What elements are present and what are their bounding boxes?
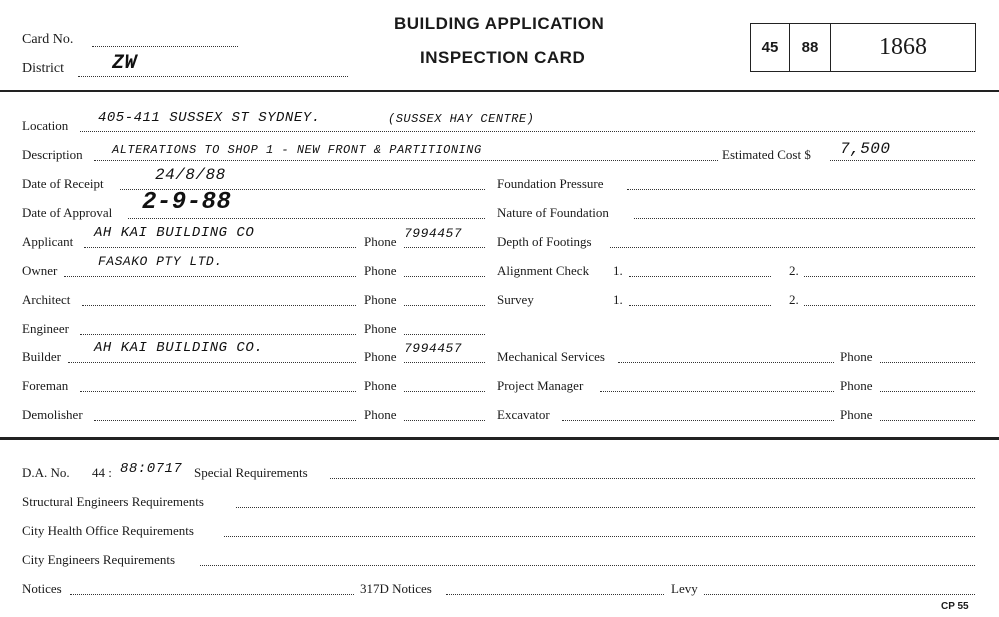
builder-label: Builder — [22, 349, 61, 364]
demolisher-line — [94, 420, 356, 421]
architect-label: Architect — [22, 292, 71, 307]
special-req-line — [330, 478, 975, 479]
date-receipt-value: 24/8/88 — [155, 166, 226, 184]
location-label: Location — [22, 118, 69, 133]
mechanical-line — [618, 362, 834, 363]
owner-value: FASAKO PTY LTD. — [98, 254, 223, 269]
demolisher-phone-label: Phone — [364, 407, 397, 422]
applicant-phone-label: Phone — [364, 234, 397, 249]
engineer-line — [80, 334, 356, 335]
owner-line — [64, 276, 356, 277]
depth-footings-label: Depth of Footings — [497, 234, 592, 249]
owner-phone-label: Phone — [364, 263, 397, 278]
applicant-phone-value: 7994457 — [404, 226, 463, 241]
builder-line — [68, 362, 356, 363]
form-code: CP 55 — [941, 601, 969, 612]
foreman-label: Foreman — [22, 378, 69, 393]
project-manager-phone-label: Phone — [840, 378, 873, 393]
applicant-phone-line — [404, 247, 485, 248]
survey-line-1 — [629, 305, 771, 306]
engineer-label: Engineer — [22, 321, 69, 336]
notices-317d-line — [446, 594, 664, 595]
survey-line-2 — [804, 305, 975, 306]
estimated-cost-line — [830, 160, 975, 161]
nature-foundation-line — [634, 218, 975, 219]
card-no-line — [92, 46, 238, 47]
owner-label: Owner — [22, 263, 58, 278]
title-line2: INSPECTION CARD — [420, 48, 586, 67]
da-value: 88:0717 — [120, 461, 183, 477]
mechanical-phone-label: Phone — [840, 349, 873, 364]
notices-317d-label: 317D Notices — [360, 581, 432, 596]
box-card-number: 1868 — [879, 34, 927, 60]
excavator-line — [562, 420, 834, 421]
district-value: ZW — [112, 52, 138, 75]
foreman-line — [80, 391, 356, 392]
description-label: Description — [22, 147, 83, 162]
location-line — [80, 131, 975, 132]
architect-phone-line — [404, 305, 485, 306]
depth-footings-line — [610, 247, 975, 248]
location-value: 405-411 SUSSEX ST SYDNEY. — [98, 110, 321, 126]
date-approval-value: 2-9-88 — [142, 189, 232, 216]
notices-line — [70, 594, 354, 595]
applicant-label: Applicant — [22, 234, 74, 249]
da-label: D.A. No. — [22, 465, 70, 480]
demolisher-label: Demolisher — [22, 407, 83, 422]
foreman-phone-line — [404, 391, 485, 392]
project-manager-label: Project Manager — [497, 378, 584, 393]
mechanical-phone-line — [880, 362, 975, 363]
date-approval-label: Date of Approval — [22, 205, 113, 220]
builder-value: AH KAI BUILDING CO. — [94, 340, 264, 356]
top-divider — [0, 90, 999, 92]
health-label: City Health Office Requirements — [22, 523, 194, 538]
district-line — [78, 76, 348, 77]
applicant-line — [84, 247, 356, 248]
date-approval-line — [128, 218, 485, 219]
estimated-cost-label: Estimated Cost $ — [722, 147, 811, 162]
excavator-phone-label: Phone — [840, 407, 873, 422]
alignment-num-1: 1. — [613, 263, 623, 278]
nature-foundation-label: Nature of Foundation — [497, 205, 609, 220]
notices-label: Notices — [22, 581, 62, 596]
builder-phone-value: 7994457 — [404, 341, 463, 356]
description-value: ALTERATIONS TO SHOP 1 - NEW FRONT & PARTITIONING — [112, 143, 482, 157]
engineer-phone-label: Phone — [364, 321, 397, 336]
builder-phone-line — [404, 362, 485, 363]
owner-phone-line — [404, 276, 485, 277]
levy-line — [704, 594, 975, 595]
city-eng-line — [200, 565, 975, 566]
special-req-label: Special Requirements — [194, 465, 308, 480]
middle-divider — [0, 437, 999, 440]
levy-label: Levy — [671, 581, 698, 596]
alignment-line-2 — [804, 276, 975, 277]
box-45: 45 — [751, 24, 790, 71]
date-receipt-label: Date of Receipt — [22, 176, 104, 191]
health-line — [224, 536, 975, 537]
alignment-check-label: Alignment Check — [497, 263, 590, 278]
alignment-line-1 — [629, 276, 771, 277]
project-manager-line — [600, 391, 834, 392]
alignment-num-2: 2. — [789, 263, 799, 278]
structural-label: Structural Engineers Requirements — [22, 494, 204, 509]
title-line1: BUILDING APPLICATION — [394, 14, 605, 33]
district-label: District — [22, 61, 64, 76]
architect-line — [82, 305, 356, 306]
description-line — [94, 160, 718, 161]
foreman-phone-label: Phone — [364, 378, 397, 393]
survey-num-1: 1. — [613, 292, 623, 307]
city-eng-label: City Engineers Requirements — [22, 552, 176, 567]
estimated-cost-value: 7,500 — [840, 140, 891, 158]
architect-phone-label: Phone — [364, 292, 397, 307]
foundation-pressure-label: Foundation Pressure — [497, 176, 604, 191]
excavator-phone-line — [880, 420, 975, 421]
applicant-value: AH KAI BUILDING CO — [94, 225, 255, 241]
location-extra: (SUSSEX HAY CENTRE) — [388, 112, 535, 126]
da-value-prefix: 44 : — [92, 465, 112, 480]
builder-phone-label: Phone — [364, 349, 397, 364]
mechanical-label: Mechanical Services — [497, 349, 605, 364]
card-number-boxes — [750, 23, 976, 72]
project-manager-phone-line — [880, 391, 975, 392]
box-88: 88 — [790, 24, 831, 71]
survey-label: Survey — [497, 292, 534, 307]
card-no-label: Card No. — [22, 32, 74, 47]
structural-line — [236, 507, 975, 508]
survey-num-2: 2. — [789, 292, 799, 307]
excavator-label: Excavator — [497, 407, 550, 422]
foundation-pressure-line — [627, 189, 975, 190]
demolisher-phone-line — [404, 420, 485, 421]
engineer-phone-line — [404, 334, 485, 335]
